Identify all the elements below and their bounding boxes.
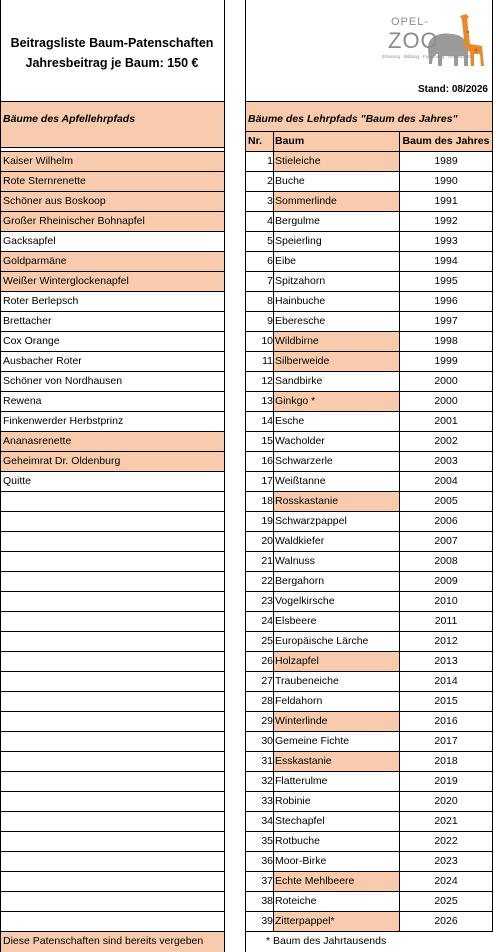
row-number: 30	[261, 735, 273, 747]
grid-line	[0, 671, 224, 672]
table-row	[0, 811, 224, 831]
grid-line	[0, 611, 224, 612]
tree-year: 2011	[434, 615, 458, 627]
tree-year: 2010	[434, 595, 458, 607]
tree-name: Silberweide	[274, 351, 400, 371]
tree-year: 1990	[434, 175, 458, 187]
grid-line	[0, 101, 224, 102]
grid-line	[0, 651, 224, 652]
tree-name: Spitzahorn	[275, 275, 326, 287]
legend-taken	[0, 931, 224, 952]
grid-line	[0, 571, 224, 572]
tree-year: 2000	[434, 375, 458, 387]
table-row	[0, 391, 224, 411]
col-header-jahr: Baum des Jahres	[400, 131, 492, 151]
grid-line	[0, 311, 224, 312]
tree-year: 2000	[434, 395, 458, 407]
table-row	[0, 231, 224, 251]
table-row	[0, 511, 224, 531]
tree-year: 1997	[434, 315, 458, 327]
row-number: 21	[261, 555, 273, 567]
tree-year: 2019	[434, 775, 458, 787]
grid-line	[0, 451, 224, 452]
grid-line	[0, 331, 224, 332]
tree-year: 1996	[434, 295, 458, 307]
tree-name: Bergulme	[275, 215, 320, 227]
row-number: 14	[261, 415, 273, 427]
row-number: 26	[261, 655, 273, 667]
grid-line	[245, 751, 493, 752]
stand-date: Stand: 08/2026	[417, 84, 488, 95]
tree-name: Schwarzpappel	[275, 515, 347, 527]
tree-year: 2007	[434, 535, 458, 547]
table-row	[0, 311, 224, 331]
apple-tree-name: Großer Rheinischer Bohnapfel	[3, 215, 145, 227]
row-number: 7	[267, 275, 273, 287]
tree-year: 2017	[434, 735, 458, 747]
grid-line	[245, 691, 493, 692]
tree-name: Wacholder	[275, 435, 325, 447]
tree-year: 2016	[434, 715, 458, 727]
grid-line	[0, 491, 224, 492]
table-row	[0, 671, 224, 691]
row-number: 11	[262, 355, 273, 367]
left-table-heading: Bäume des Apfellehrpfads	[3, 113, 136, 125]
row-number: 32	[261, 775, 273, 787]
grid-line	[245, 471, 493, 472]
grid-line	[0, 811, 224, 812]
table-row	[0, 651, 224, 671]
table-row	[0, 451, 224, 471]
grid-line	[0, 591, 224, 592]
apple-tree-name: Ausbacher Roter	[3, 355, 82, 367]
tree-name: Weißtanne	[275, 475, 326, 487]
tree-year: 2015	[434, 695, 458, 707]
grid-line	[245, 571, 493, 572]
grid-line	[245, 711, 493, 712]
tree-name: Elsbeere	[275, 615, 317, 627]
tree-year: 2024	[434, 875, 458, 887]
grid-line	[245, 731, 493, 732]
grid-line	[0, 911, 224, 912]
apple-tree-name: Schöner aus Boskoop	[3, 195, 106, 207]
table-row	[0, 191, 224, 211]
apple-tree-name: Finkenwerder Herbstprinz	[3, 415, 124, 427]
grid-line	[0, 871, 224, 872]
tree-year: 2018	[434, 755, 458, 767]
grid-line	[245, 931, 493, 932]
right-table-header	[246, 101, 492, 131]
grid-line	[245, 351, 493, 352]
tree-year: 1995	[434, 275, 458, 287]
row-number: 1	[267, 155, 273, 167]
row-number: 22	[261, 575, 273, 587]
tree-name: Schwarzerle	[275, 455, 333, 467]
tree-name: Sommerlinde	[274, 191, 400, 211]
tree-name: Sandbirke	[275, 375, 323, 387]
page-title: Beitragsliste Baum-Patenschaften	[10, 36, 214, 50]
apple-tree-name: Ananasrenette	[3, 435, 72, 447]
footnote: * Baum des Jahrtausends	[266, 935, 387, 947]
grid-line	[0, 931, 224, 932]
table-row	[0, 211, 224, 231]
row-number: 25	[261, 635, 273, 647]
tree-name: Echte Mehlbeere	[274, 871, 400, 891]
row-number: 8	[267, 295, 273, 307]
grid-line	[245, 191, 493, 192]
apple-tree-name: Schöner von Nordhausen	[3, 375, 123, 387]
table-row	[0, 471, 224, 491]
row-number: 27	[261, 675, 273, 687]
page-subtitle: Jahresbeitrag je Baum: 150 €	[25, 56, 199, 70]
row-number: 10	[261, 335, 273, 347]
grid-line	[245, 211, 493, 212]
table-row	[0, 151, 224, 171]
tree-year: 2005	[434, 495, 458, 507]
grid-line	[0, 391, 224, 392]
row-number: 3	[267, 195, 273, 207]
grid-line	[245, 0, 246, 952]
tree-name: Eibe	[275, 255, 297, 267]
tree-name: Robinie	[275, 795, 311, 807]
tree-year: 2022	[434, 835, 458, 847]
grid-line	[0, 411, 224, 412]
grid-line	[245, 101, 493, 102]
tree-name: Waldkiefer	[275, 535, 325, 547]
tree-name: Stieleiche	[274, 151, 400, 171]
tree-year: 2008	[434, 555, 458, 567]
tree-year: 1989	[434, 155, 458, 167]
grid-line	[245, 271, 493, 272]
table-row	[0, 831, 224, 851]
grid-line	[0, 151, 224, 152]
grid-line	[0, 171, 224, 172]
tree-name: Rotbuche	[275, 835, 320, 847]
grid-line	[0, 191, 224, 192]
grid-line	[0, 691, 224, 692]
tree-year: 2026	[434, 915, 458, 927]
apple-tree-name: Gacksapfel	[3, 235, 56, 247]
grid-line	[245, 411, 493, 412]
row-number: 15	[261, 435, 273, 447]
grid-line	[245, 451, 493, 452]
apple-tree-name: Goldparmäne	[3, 255, 67, 267]
apple-tree-name: Kaiser Wilhelm	[3, 155, 74, 167]
row-number: 33	[261, 795, 273, 807]
tree-year: 1998	[434, 335, 458, 347]
legend-taken-label: Diese Patenschaften sind bereits vergeben	[3, 935, 204, 947]
table-row	[0, 791, 224, 811]
table-row	[0, 751, 224, 771]
grid-line	[0, 431, 224, 432]
row-number: 13	[261, 395, 273, 407]
grid-line	[245, 491, 493, 492]
tree-year: 2001	[434, 415, 458, 427]
grid-line	[245, 851, 493, 852]
apple-tree-name: Geheimrat Dr. Oldenburg	[3, 455, 121, 467]
tree-name: Vogelkirsche	[275, 595, 335, 607]
table-row	[0, 871, 224, 891]
tree-name: Esche	[275, 415, 305, 427]
table-row	[0, 551, 224, 571]
row-number: 35	[261, 835, 273, 847]
grid-line	[245, 331, 493, 332]
tree-name: Holzapfel	[274, 651, 400, 671]
tree-name: Europäische Lärche	[275, 635, 369, 647]
tree-name: Rosskastanie	[274, 491, 400, 511]
table-row	[0, 411, 224, 431]
row-number: 31	[261, 755, 273, 767]
table-row	[0, 771, 224, 791]
logo-text-top: OPEL-	[391, 16, 430, 28]
tree-year: 2023	[434, 855, 458, 867]
tree-name: Feldahorn	[275, 695, 323, 707]
tree-year: 2009	[434, 575, 458, 587]
row-number: 24	[261, 615, 273, 627]
row-number: 5	[267, 235, 273, 247]
row-number: 37	[261, 875, 273, 887]
grid-line	[245, 151, 493, 152]
row-number: 2	[267, 175, 273, 187]
row-number: 18	[261, 495, 273, 507]
row-number: 6	[267, 255, 273, 267]
col-header-baum: Baum	[274, 131, 400, 151]
tree-name: Traubeneiche	[275, 675, 339, 687]
grid-line	[0, 711, 224, 712]
tree-name: Walnuss	[275, 555, 315, 567]
grid-line	[0, 371, 224, 372]
table-row	[0, 431, 224, 451]
tree-name: Bergahorn	[275, 575, 325, 587]
table-row	[0, 591, 224, 611]
table-row	[0, 271, 224, 291]
tree-name: Moor-Birke	[275, 855, 327, 867]
grid-line	[0, 271, 224, 272]
tree-year: 2013	[434, 655, 458, 667]
row-number: 20	[261, 535, 273, 547]
tree-name: Stechapfel	[275, 815, 325, 827]
grid-line	[0, 731, 224, 732]
grid-line	[245, 591, 493, 592]
tree-year: 2003	[434, 455, 458, 467]
tree-name: Zitterpappel*	[274, 911, 400, 931]
grid-line	[245, 831, 493, 832]
table-row	[0, 711, 224, 731]
tree-year: 2025	[434, 895, 458, 907]
row-number: 4	[267, 215, 273, 227]
logo-text-main: ZOO	[388, 28, 439, 53]
tree-name: Ginkgo *	[274, 391, 400, 411]
apple-tree-name: Weißer Winterglockenapfel	[3, 275, 129, 287]
grid-line	[245, 371, 493, 372]
tree-year: 1999	[434, 355, 458, 367]
table-row	[0, 171, 224, 191]
table-row	[0, 251, 224, 271]
row-number: 39	[261, 915, 273, 927]
row-number: 19	[261, 515, 273, 527]
table-row	[0, 371, 224, 391]
grid-line	[245, 611, 493, 612]
grid-line	[245, 131, 493, 132]
grid-line	[245, 391, 493, 392]
grid-line	[0, 211, 224, 212]
grid-line	[245, 791, 493, 792]
tree-name: Eberesche	[275, 315, 326, 327]
grid-line	[0, 231, 224, 232]
table-row	[0, 631, 224, 651]
grid-line	[245, 531, 493, 532]
grid-line	[245, 811, 493, 812]
grid-line	[245, 631, 493, 632]
table-row	[0, 291, 224, 311]
right-table-heading: Bäume des Lehrpfads "Baum des Jahres"	[248, 113, 458, 125]
grid-line	[245, 511, 493, 512]
grid-line	[245, 311, 493, 312]
grid-line	[245, 651, 493, 652]
apple-tree-name: Quitte	[3, 475, 32, 487]
row-number: 28	[261, 695, 273, 707]
table-row	[0, 351, 224, 371]
grid-line	[0, 511, 224, 512]
grid-line	[0, 471, 224, 472]
logo-tagline: Erholung · Bildung · Forschung · Artenschutz	[382, 54, 472, 59]
tree-name: Roteiche	[275, 895, 317, 907]
row-number: 9	[267, 315, 273, 327]
grid-line	[0, 851, 224, 852]
tree-year: 2012	[434, 635, 458, 647]
grid-line	[245, 671, 493, 672]
grid-line	[245, 431, 493, 432]
tree-year: 1991	[434, 195, 458, 207]
grid-line	[245, 891, 493, 892]
table-row	[0, 571, 224, 591]
table-row	[0, 851, 224, 871]
grid-line	[0, 791, 224, 792]
grid-line	[245, 911, 493, 912]
opel-zoo-logo	[378, 10, 490, 80]
apple-tree-name: Brettacher	[3, 315, 52, 327]
row-number: 29	[261, 715, 273, 727]
tree-name: Gemeine Fichte	[275, 735, 350, 747]
grid-line	[245, 251, 493, 252]
tree-year: 2004	[434, 475, 458, 487]
row-number: 23	[261, 595, 273, 607]
apple-tree-name: Rote Sternrenette	[3, 175, 86, 187]
grid-line	[245, 871, 493, 872]
row-number: 16	[261, 455, 273, 467]
tree-year: 2002	[434, 435, 458, 447]
row-number: 17	[261, 475, 273, 487]
grid-line	[0, 251, 224, 252]
grid-line	[0, 531, 224, 532]
grid-line	[245, 231, 493, 232]
tree-name: Speierling	[275, 235, 322, 247]
row-number: 34	[261, 815, 273, 827]
table-row	[0, 531, 224, 551]
grid-line	[0, 891, 224, 892]
row-number: 38	[261, 895, 273, 907]
tree-name: Winterlinde	[274, 711, 400, 731]
apple-tree-name: Roter Berlepsch	[3, 295, 79, 307]
grid-line	[245, 171, 493, 172]
tree-year: 2014	[434, 675, 458, 687]
table-row	[0, 611, 224, 631]
table-row	[0, 891, 224, 911]
grid-line	[0, 351, 224, 352]
tree-year: 1993	[434, 235, 458, 247]
tree-name: Esskastanie	[274, 751, 400, 771]
table-row	[0, 691, 224, 711]
table-row	[0, 731, 224, 751]
tree-name: Wildbirne	[274, 331, 400, 351]
grid-line	[0, 291, 224, 292]
grid-line	[245, 771, 493, 772]
table-row	[0, 491, 224, 511]
grid-line	[245, 291, 493, 292]
left-table-header	[0, 101, 224, 147]
tree-name: Flatterulme	[275, 775, 328, 787]
table-row	[0, 331, 224, 351]
tree-year: 1992	[434, 215, 458, 227]
apple-tree-name: Rewena	[3, 395, 42, 407]
grid-line	[0, 831, 224, 832]
grid-line	[0, 771, 224, 772]
grid-line	[245, 551, 493, 552]
tree-year: 2020	[434, 795, 458, 807]
grid-line	[0, 751, 224, 752]
grid-line	[0, 0, 1, 952]
grid-line	[0, 551, 224, 552]
apple-tree-name: Cox Orange	[3, 335, 60, 347]
tree-year: 1994	[434, 255, 458, 267]
grid-line	[0, 147, 224, 148]
tree-name: Buche	[275, 175, 305, 187]
tree-year: 2006	[434, 515, 458, 527]
row-number: 12	[261, 375, 273, 387]
tree-name: Hainbuche	[275, 295, 326, 307]
grid-line	[0, 631, 224, 632]
tree-year: 2021	[434, 815, 458, 827]
table-row	[0, 911, 224, 931]
row-number: 36	[261, 855, 273, 867]
grid-line	[224, 0, 225, 952]
col-header-nr: Nr.	[246, 131, 273, 151]
